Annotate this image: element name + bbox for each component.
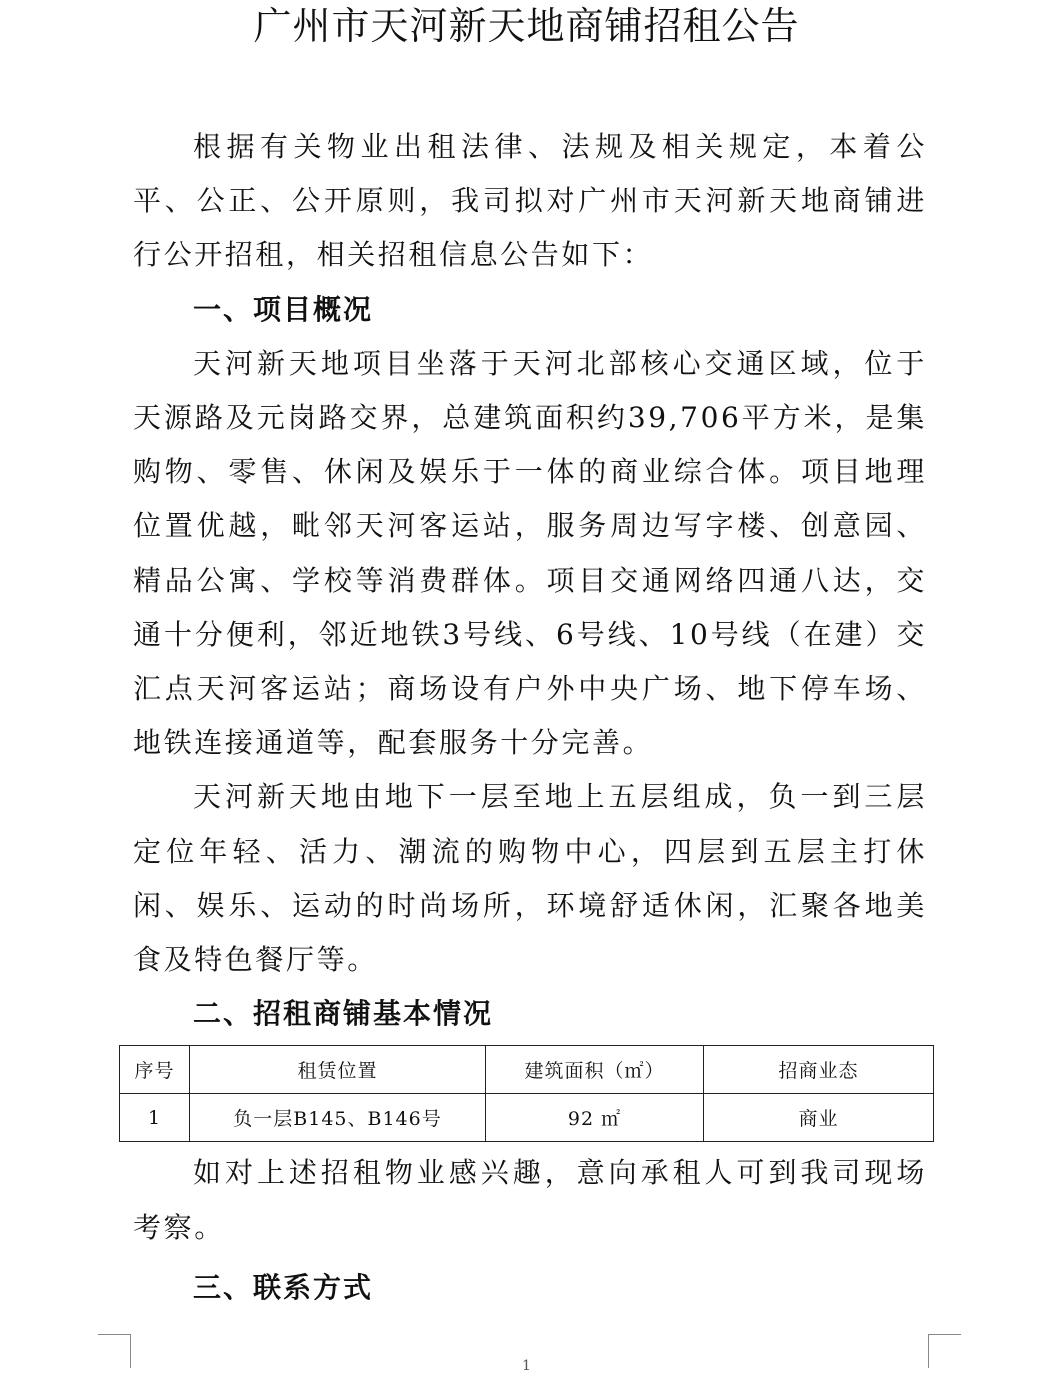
shop-table xyxy=(119,1045,934,1142)
project-floors-paragraph: 天河新天地由地下一层至地上五层组成，负一到三层定位年轻、活力、潮流的购物中心，四层到五层主打休闲、娱乐、运动的时尚场所，环境舒适休闲，汇聚各地美食及特色餐厅等。 xyxy=(133,780,927,977)
document-title: 广州市天河新天地商铺招租公告 xyxy=(253,4,800,48)
table-cell-area: 92 ㎡ xyxy=(486,1094,704,1142)
inspection-note-paragraph: 如对上述招租物业感兴趣，意向承租人可到我司现场考察。 xyxy=(133,1156,927,1244)
table-cell-index: 1 xyxy=(120,1094,190,1142)
section-heading-project-overview: 一、项目概况 xyxy=(193,292,374,326)
column-header-area: 建筑面积（㎡） xyxy=(486,1046,704,1094)
document-body xyxy=(133,120,927,1315)
project-overview-paragraph: 天河新天地项目坐落于天河北部核心交通区域，位于天源路及元岗路交界，总建筑面积约39,706平方米，是集购物、零售、休闲及娱乐于一体的商业综合体。项目地理位置优越，毗邻天河客运站，服务周边写字楼、创意园、精品公寓、学校等消费群体。项目交通网络四通八达，交通十分便利，邻近地铁3号线、6号线、10号线（在建）交汇点天河客运站；商场设有户外中央广场、地下停车场、地铁连接通道等，配套服务十分完善。 xyxy=(133,346,927,760)
column-header-location: 租赁位置 xyxy=(190,1046,486,1094)
section-heading-contact: 三、联系方式 xyxy=(193,1270,374,1304)
table-row xyxy=(120,1094,934,1142)
column-header-index: 序号 xyxy=(120,1046,190,1094)
table-cell-business-type: 商业 xyxy=(704,1094,934,1142)
intro-paragraph: 根据有关物业出租法律、法规及相关规定，本着公平、公正、公开原则，我司拟对广州市天河新天地商铺进行公开招租，相关招租信息公告如下： xyxy=(133,130,927,272)
table-header-row xyxy=(120,1046,934,1094)
table-cell-location: 负一层B145、B146号 xyxy=(190,1094,486,1142)
section-heading-shop-info: 二、招租商铺基本情况 xyxy=(193,997,494,1031)
shop-table-container xyxy=(119,1045,933,1142)
column-header-business-type: 招商业态 xyxy=(704,1046,934,1094)
page-number: 1 xyxy=(522,1358,531,1374)
